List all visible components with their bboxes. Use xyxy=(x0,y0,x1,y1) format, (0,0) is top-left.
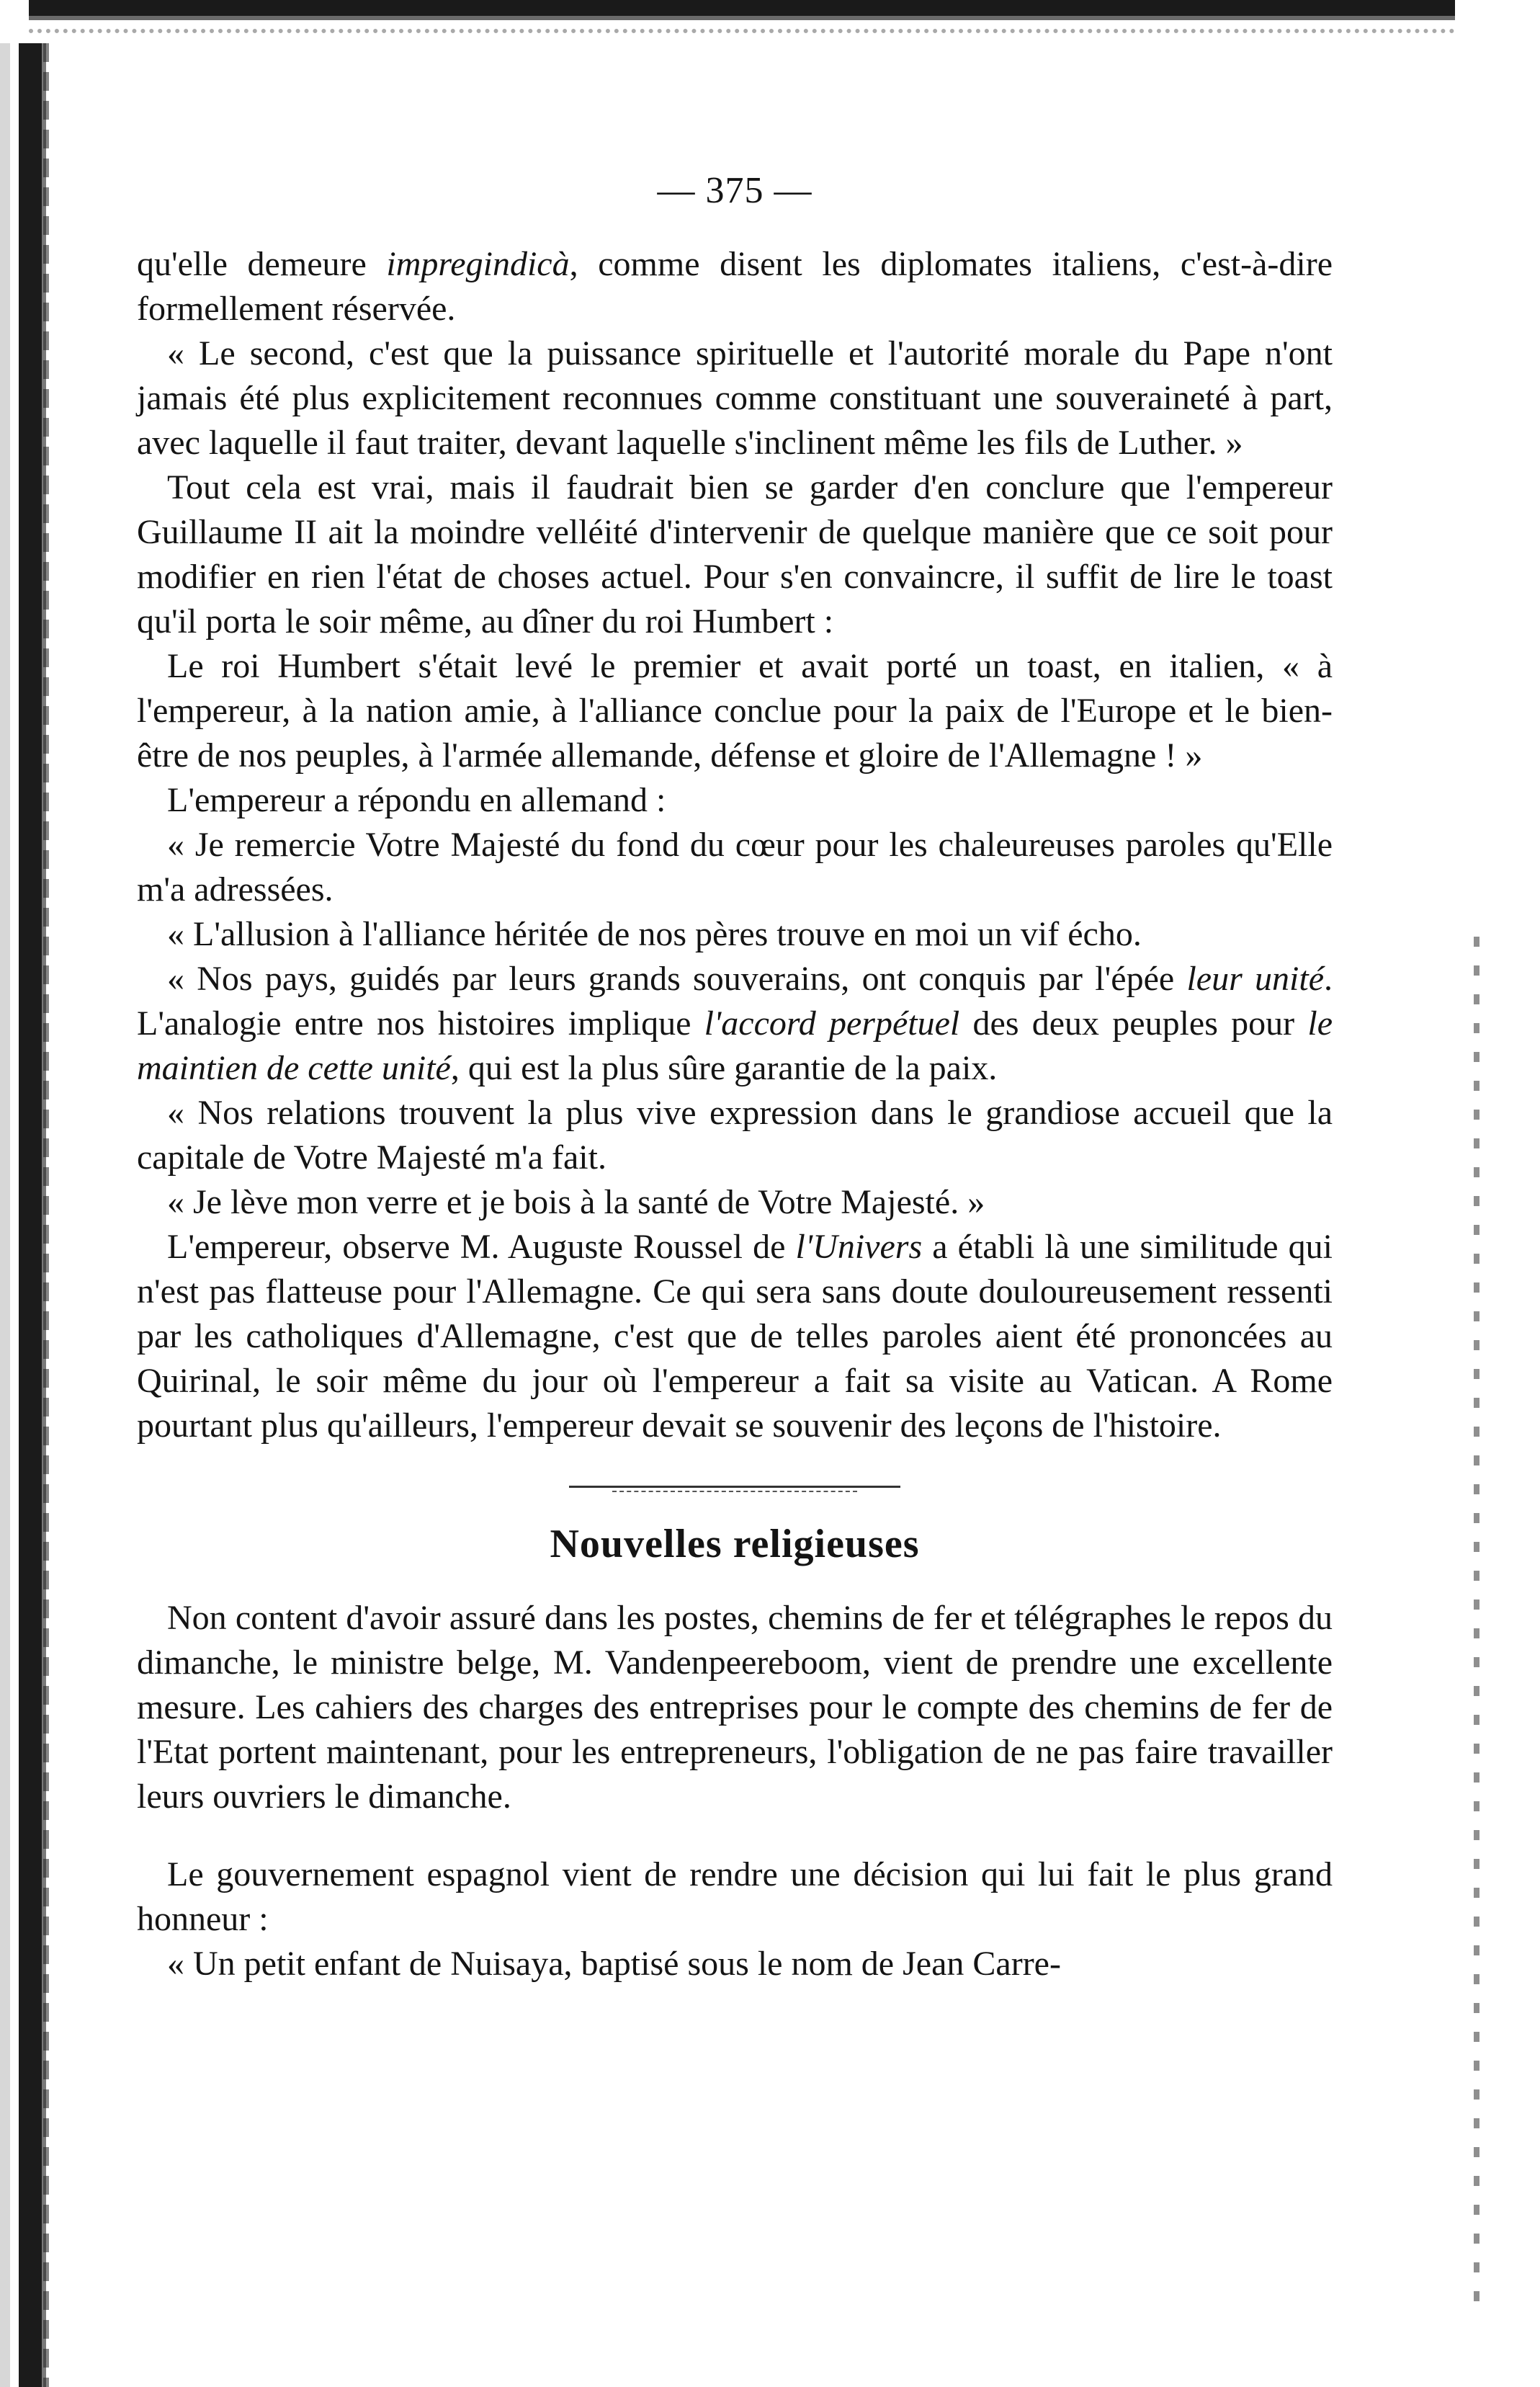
scan-noise-right xyxy=(1474,937,1479,2306)
paragraph xyxy=(137,242,1333,331)
paragraph xyxy=(137,912,1333,957)
text-run: Le gouvernement espagnol vient de rendre une décision qui lui fait le plus grand honneur : xyxy=(137,1855,1333,1938)
text-run: Le roi Humbert s'était levé le premier et avait porté un toast, en italien, « à l'empereur, à la nation amie, à l'alliance conclue pour la paix de l'Europe et le bien-être de nos peuples, à l'armée allemande, défense et gloire de l'Allemagne ! » xyxy=(137,647,1333,775)
paragraph xyxy=(137,1091,1333,1180)
paragraph xyxy=(137,1180,1333,1225)
text-run: « Un petit enfant de Nuisaya, baptisé sous le nom de Jean Carre- xyxy=(167,1945,1061,1983)
paragraph xyxy=(137,823,1333,912)
scan-noise-top xyxy=(29,29,1455,69)
text-run: Tout cela est vrai, mais il faudrait bien se garder d'en conclure que l'empereur Guillaume II ait la moindre velléité d'intervenir de quelque manière que ce soit pour modifier en rien l'état de choses actuel. Pour s'en convaincre, il suffit de lire le toast qu'il porta le soir même, au dîner du roi Humbert : xyxy=(137,468,1333,641)
italic-text: l'accord perpétuel xyxy=(704,1004,960,1043)
paragraph xyxy=(137,331,1333,465)
text-run: « Nos pays, guidés par leurs grands souverains, ont conquis par l'épée xyxy=(167,960,1187,998)
page xyxy=(137,169,1333,1986)
paragraph xyxy=(137,1596,1333,1819)
paragraph xyxy=(137,1942,1333,1986)
article-body xyxy=(137,242,1333,1448)
text-run: qu'elle demeure xyxy=(137,245,387,283)
paragraph xyxy=(137,957,1333,1091)
paragraph-gap xyxy=(137,1819,1333,1852)
text-run: , qui est la plus sûre garantie de la paix. xyxy=(450,1049,998,1087)
section-separator xyxy=(569,1486,900,1494)
text-run: « L'allusion à l'alliance héritée de nos pères trouve en moi un vif écho. xyxy=(167,915,1142,953)
scan-border-left xyxy=(0,43,61,2387)
text-run: « Je remercie Votre Majesté du fond du cœur pour les chaleureuses paroles qu'Elle m'a adressées. xyxy=(137,826,1333,909)
page-number: — 375 — xyxy=(657,170,812,211)
italic-text: l'Univers xyxy=(795,1228,923,1266)
italic-text: le maintien de cette unité xyxy=(137,1004,1333,1087)
paragraph xyxy=(137,1225,1333,1448)
text-run: « Le second, c'est que la puissance spirituelle et l'autorité morale du Pape n'ont jamais été plus explicitement reconnues comme constituant une souveraineté à part, avec laquelle il faut traiter, devant laquelle s'inclinent même les fils de Luther. » xyxy=(137,334,1333,462)
section-title: Nouvelles religieuses xyxy=(550,1522,920,1566)
text-run: « Nos relations trouvent la plus vive expression dans le grandiose accueil que la capitale de Votre Majesté m'a fait. xyxy=(137,1094,1333,1177)
text-run: , comme disent les diplomates italiens, c'est-à-dire formellement réservée. xyxy=(137,245,1333,328)
paragraph xyxy=(137,465,1333,644)
text-run: L'empereur a répondu en allemand : xyxy=(167,781,666,819)
italic-text: impregindicà xyxy=(386,245,570,283)
text-run: a établi là une similitude qui n'est pas flatteuse pour l'Allemagne. Ce qui sera sans doute douloureusement ressenti par les catholiques d'Allemagne, c'est que de telles paroles aient été prononcées au Quirinal, le soir même du jour où l'empereur a fait sa visite au Vatican. A Rome pourtant plus qu'ailleurs, l'empereur devait se souvenir des leçons de l'histoire. xyxy=(137,1228,1333,1445)
text-run: « Je lève mon verre et je bois à la santé de Votre Majesté. » xyxy=(167,1183,985,1221)
text-run: L'empereur, observe M. Auguste Roussel de xyxy=(167,1228,796,1266)
paragraph xyxy=(137,778,1333,823)
text-run: . L'analogie entre nos histoires implique xyxy=(137,960,1333,1043)
italic-text: leur unité xyxy=(1186,960,1325,998)
paragraph xyxy=(137,1852,1333,1942)
text-run: Non content d'avoir assuré dans les postes, chemins de fer et télégraphes le repos du dimanche, le ministre belge, M. Vandenpeereboom, vient de prendre une excellente mesure. Les cahiers des charges des entreprises pour le compte des chemins de fer de l'Etat portent maintenant, pour les entrepreneurs, l'obligation de ne pas faire travailler leurs ouvriers le dimanche. xyxy=(137,1599,1333,1816)
news-body xyxy=(137,1596,1333,1986)
scan-noise-left xyxy=(43,43,49,2387)
scan-border-top xyxy=(29,0,1455,27)
paragraph xyxy=(137,644,1333,778)
text-run: des deux peuples pour xyxy=(959,1004,1308,1043)
